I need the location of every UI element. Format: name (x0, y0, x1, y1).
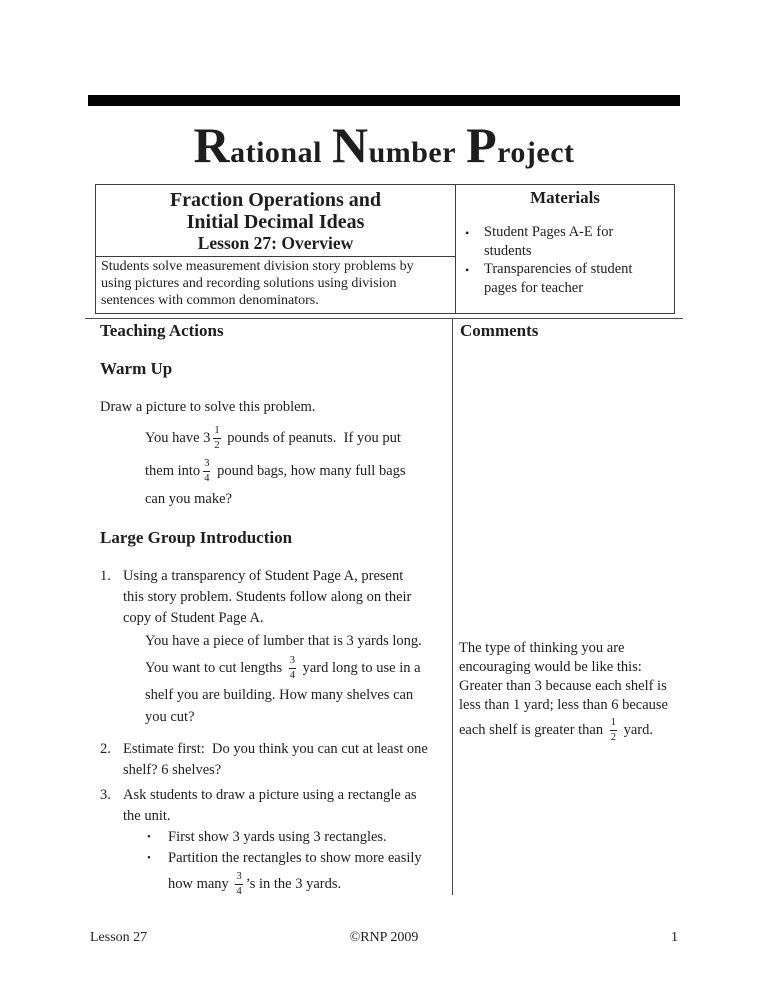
numbered-item-3 (100, 785, 422, 899)
item-number: 2. (100, 741, 111, 757)
problem-line: you cut? (145, 709, 195, 725)
bullet-icon: • (147, 831, 151, 843)
problem-line: You have 3 $\frac{1}{2}$ pounds of peanuts. If you put (145, 425, 401, 451)
lesson-title-line2: Initial Decimal Ideas (186, 211, 365, 233)
lesson-title (96, 185, 455, 257)
lesson-description (96, 257, 455, 313)
materials-item (456, 223, 674, 260)
materials-item-text: Student Pages A-E for students (484, 224, 614, 259)
title-word-number: Number (331, 117, 457, 173)
comments-heading: Comments (460, 321, 539, 340)
materials-cell (456, 185, 674, 313)
footer-page-number: 1 (671, 930, 678, 945)
lesson-title-line3: Lesson 27: Overview (197, 233, 354, 253)
lesson-header-table (95, 184, 675, 314)
section-divider-rule (85, 318, 683, 319)
teaching-actions-heading: Teaching Actions (100, 321, 224, 340)
bullet-icon: • (465, 263, 470, 277)
lesson-description-line: Students solve measurement division story problems by (101, 259, 414, 274)
top-rule-bar (88, 95, 680, 106)
fraction: $\frac{3}{4}$ (289, 655, 295, 681)
comments-note-fraction-line: each shelf is greater than $\frac{1}{2}$ yard. (459, 717, 654, 743)
item-text: Ask students to draw a picture using a rectangle as the unit. • First show 3 yards using 3 rectangles. • Partition the rectangles to show more easily how many $\frac{3}{4}$ ’s in the 3 yards. (123, 785, 422, 899)
lesson-title-line1: Fraction Operations and (169, 189, 382, 211)
item-text: Estimate first: Do you think you can cut at least one shelf? 6 shelves? (123, 741, 428, 778)
item-sub-bullets (147, 827, 422, 899)
large-group-heading: Large Group Introduction (100, 528, 293, 547)
numbered-item-2 (100, 739, 428, 781)
materials-item-text: Transparencies of student pages for teacher (484, 261, 633, 296)
problem-line: shelf you are building. How many shelves can (145, 687, 414, 703)
lesson-title-cell (96, 185, 456, 313)
numbered-item-1 (100, 566, 411, 629)
item-number: 3. (100, 787, 111, 803)
warm-up-problem (145, 422, 406, 510)
lesson-description-line: sentences with common denominators. (101, 292, 319, 308)
footer-lesson-label: Lesson 27 (90, 930, 148, 945)
sub-bullet: • First show 3 yards using 3 rectangles. (147, 827, 422, 848)
fraction: $\frac{1}{2}$ (610, 717, 616, 743)
warm-up-heading: Warm Up (100, 359, 173, 378)
sub-bullet: • Partition the rectangles to show more easily (147, 848, 422, 869)
materials-heading: Materials (530, 188, 600, 207)
footer-copyright: ©RNP 2009 (349, 930, 419, 945)
item-text: Using a transparency of Student Page A, present this story problem. Students follow along on their copy of Student Page A. (123, 568, 412, 626)
problem-line: You want to cut lengths $\frac{3}{4}$ yard long to use in a (145, 655, 421, 681)
warm-up-intro: Draw a picture to solve this problem. (100, 399, 316, 415)
fraction: $\frac{3}{4}$ (204, 458, 210, 484)
lumber-problem (145, 630, 422, 728)
bullet-icon: • (147, 852, 151, 864)
lesson-description-line: using pictures and recording solutions using division (101, 275, 397, 291)
column-divider-rule (452, 319, 453, 895)
title-word-project: Project (466, 117, 575, 173)
materials-list (456, 223, 674, 297)
problem-line: them into $\frac{3}{4}$ pound bags, how many full bags (145, 458, 406, 484)
problem-line: You have a piece of lumber that is 3 yards long. (145, 633, 422, 649)
title-word-rational: Rational (193, 117, 322, 173)
comments-note: The type of thinking you are encouraging would be like this: Greater than 3 because each shelf is less than 1 yard; less than 6 because each shelf is greater than $\frac{1}{2}$ yard. (459, 639, 668, 745)
fraction: $\frac{3}{4}$ (236, 871, 242, 897)
fraction: $\frac{1}{2}$ (214, 425, 220, 451)
item-number: 1. (100, 568, 111, 584)
bullet-icon: • (465, 226, 470, 240)
problem-line: can you make? (145, 491, 232, 507)
sub-bullet-continuation: how many $\frac{3}{4}$ ’s in the 3 yards. (168, 871, 342, 897)
materials-item (456, 260, 674, 297)
page-title (0, 116, 768, 174)
